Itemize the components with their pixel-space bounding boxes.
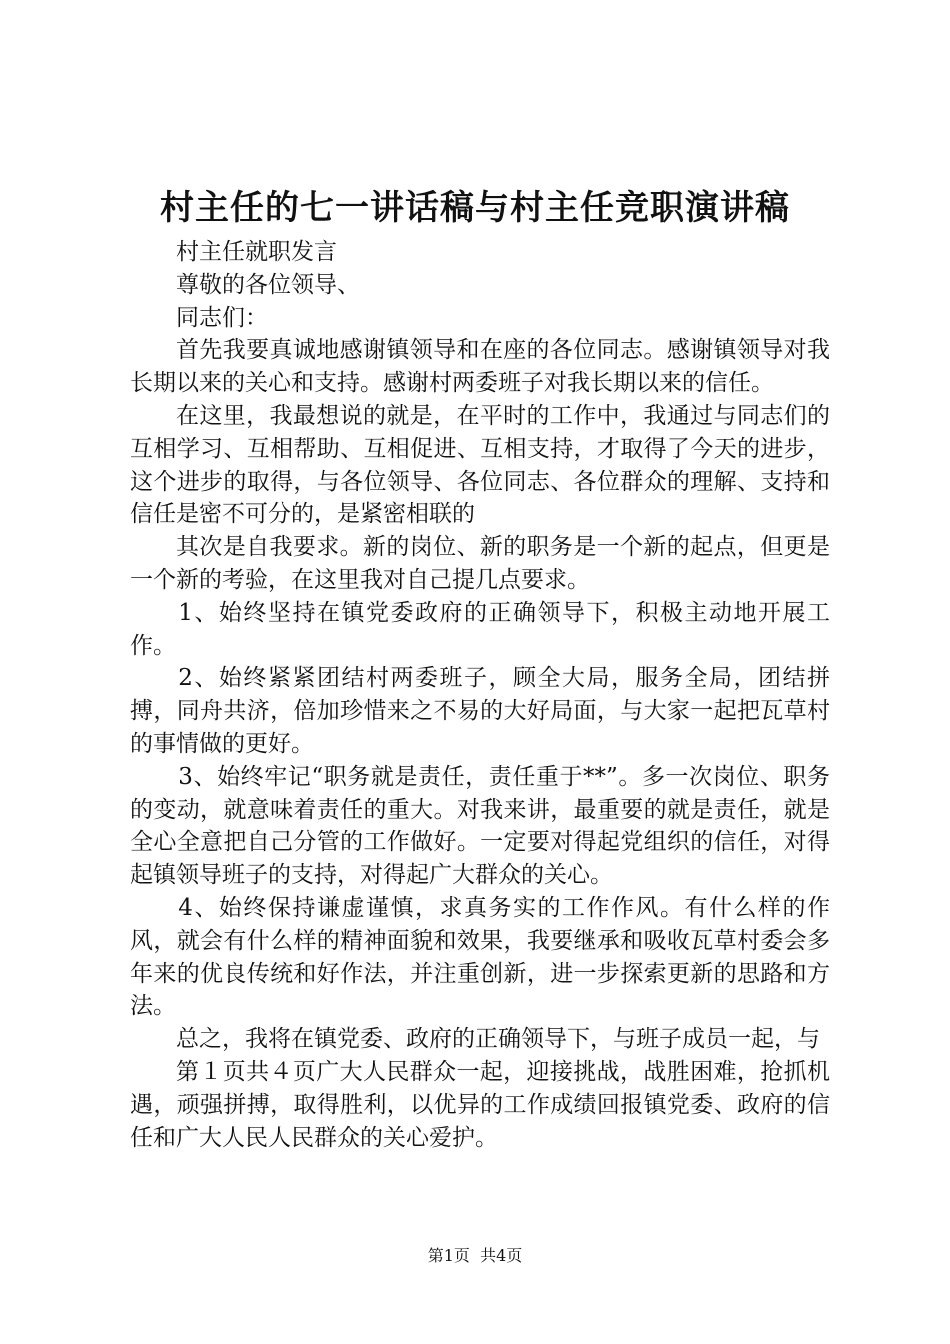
- paragraph-point-2: 2、始终紧紧团结村两委班子，顾全大局，服务全局，团结拼搏，同舟共济，倍加珍惜来之不易的大好局面，与大家一起把瓦草村的事情做的更好。: [130, 665, 830, 757]
- paragraph-salutation-1: 尊敬的各位领导、: [176, 271, 360, 298]
- paragraph-progress: 在这里，我最想说的就是，在平时的工作中，我通过与同志们的互相学习、互相帮助、互相促进、互相支持，才取得了今天的进步，这个进步的取得，与各位领导、各位同志、各位群众的理解、支持和信任是密不可分的，是紧密相联的: [130, 402, 830, 528]
- paragraph-thanks: 首先我要真诚地感谢镇领导和在座的各位同志。感谢镇领导对我长期以来的关心和支持。感谢村两委班子对我长期以来的信任。: [130, 337, 830, 397]
- page-number: 第1页 共4页: [427, 1246, 523, 1265]
- paragraph-point-4: 4、始终保持谦虚谨慎，求真务实的工作作风。有什么样的作风，就会有什么样的精神面貌和效果，我要继承和吸收瓦草村委会多年来的优良传统和好作法，并注重创新，进一步探索更新的思路和方法。: [130, 894, 830, 1020]
- paragraph-salutation-2: 同志们：: [176, 304, 268, 331]
- paragraph-closing: 第１页共４页广大人民群众一起，迎接挑战，战胜困难，抢抓机遇，顽强拼搏，取得胜利，以优异的工作成绩回报镇党委、政府的信任和广大人民人民群众的关心爱护。: [130, 1058, 830, 1151]
- paragraph-summary: 总之，我将在镇党委、政府的正确领导下，与班子成员一起，与: [176, 1026, 820, 1053]
- document-title: 村主任的七一讲话稿与村主任竞职演讲稿: [160, 188, 790, 228]
- page-footer: [0, 1244, 950, 1268]
- document-body: [130, 236, 830, 1154]
- paragraph-point-1: 1、始终坚持在镇党委政府的正确领导下，积极主动地开展工作。: [130, 599, 830, 659]
- paragraph-requirements: 其次是自我要求。新的岗位、新的职务是一个新的起点，但更是一个新的考验，在这里我对自己提几点要求。: [130, 534, 830, 593]
- paragraph-heading: 村主任就职发言: [176, 239, 337, 265]
- paragraph-point-3: 3、始终牢记“职务就是责任，责任重于**”。多一次岗位、职务的变动，就意味着责任的重大。对我来讲，最重要的就是责任，就是全心全意把自己分管的工作做好。一定要对得起党组织的信任，对得起镇领导班子的支持，对得起广大群众的关心。: [130, 763, 830, 889]
